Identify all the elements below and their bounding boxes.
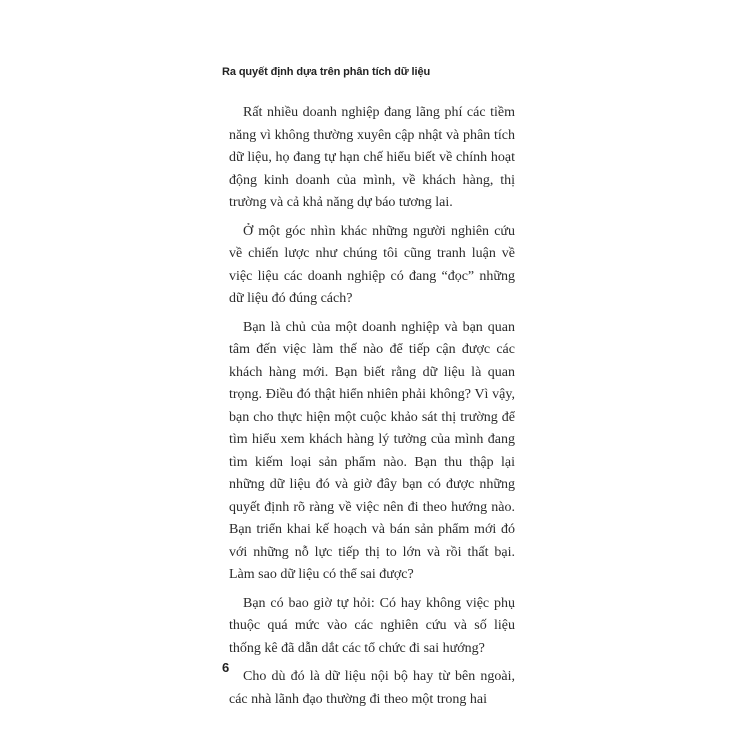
page-number: 6 — [222, 660, 230, 675]
paragraph: Rất nhiều doanh nghiệp đang lãng phí các tiềm năng vì không thường xuyên cập nhật và phân tích dữ liệu, họ đang tự hạn chế hiểu biết về chính hoạt động kinh doanh của mình, về khách hàng, thị trường và cả khả năng dự báo tương lai. — [229, 105, 515, 210]
paragraph: Bạn có bao giờ tự hỏi: Có hay không việc phụ thuộc quá mức vào các nghiên cứu và số liệu thống kê đã dẫn dắt các tổ chức đi sai hướng? — [229, 595, 515, 656]
paragraph: Ở một góc nhìn khác những người nghiên cứu về chiến lược như chúng tôi cũng tranh luận về việc liệu các doanh nghiệp có đang “đọc” những dữ liệu đó đúng cách? — [229, 223, 515, 306]
paragraph: Cho dù đó là dữ liệu nội bộ hay từ bên ngoài, các nhà lãnh đạo thường đi theo một trong hai — [229, 669, 515, 707]
body-text — [229, 102, 515, 711]
running-header: Ra quyết định dựa trên phân tích dữ liệu — [222, 66, 431, 78]
paragraph: Bạn là chủ của một doanh nghiệp và bạn quan tâm đến việc làm thế nào để tiếp cận được các khách hàng mới. Bạn biết rằng dữ liệu là quan trọng. Điều đó thật hiển nhiên phải không? Vì vậy, bạn cho thực hiện một cuộc khảo sát thị trường để tìm hiểu xem khách hàng lý tưởng của mình đang tìm kiếm loại sản phẩm nào. Bạn thu thập lại những dữ liệu đó và giờ đây bạn có được những quyết định rõ ràng về việc nên đi theo hướng nào. Bạn triển khai kế hoạch và bán sản phẩm mới đó với những nỗ lực tiếp thị to lớn và rồi thất bại. Làm sao dữ liệu có thể sai được? — [229, 319, 515, 582]
